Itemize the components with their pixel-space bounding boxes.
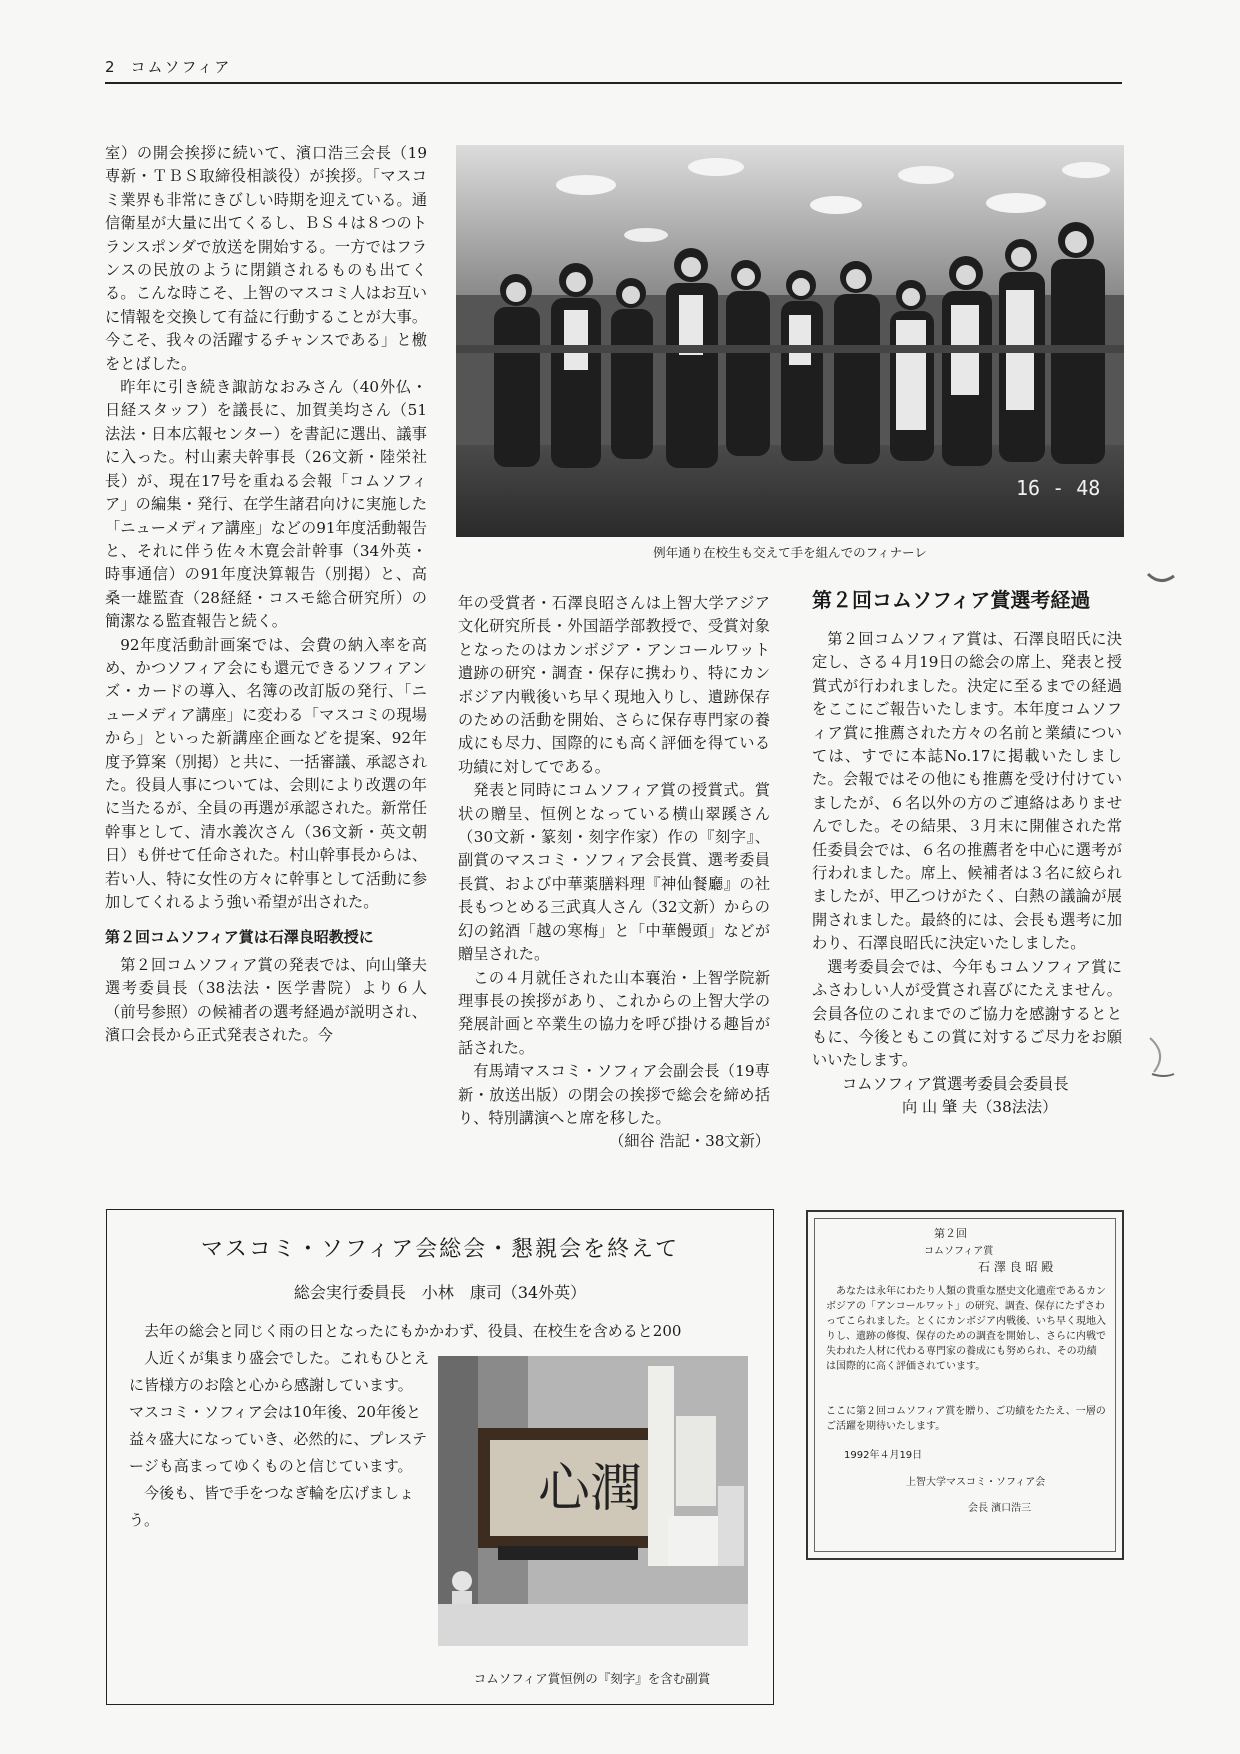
publication-name: コムソフィア	[130, 58, 232, 76]
paragraph: 第２回コムソフィア賞は、石澤良昭氏に決定し、さる４月19日の総会の席上、発表と授賞式が行われました。決定に至るまでの経過をここにご報告いたします。本年度コムソフィア賞に推薦された方々の名前と業績については、すでに本誌No.17に掲載いたしました。会報ではその他にも推薦を受け付けていましたが、６名以外の方のご連絡はありませんでした。その結果、３月末に開催された常任委員会では、６名の推薦者を中心に選考が行われました。席上、候補者は３名に絞られましたが、甲乙つけがたく、白熱の議論が展開されました。最終的には、会長も選考に加わり、石澤良昭氏に決定いたしました。	[812, 630, 1122, 953]
finale-photo-image	[456, 145, 1124, 537]
award-signature-role: コムソフィア賞選考委員会委員長	[842, 1074, 1069, 1093]
award-signature-name: 向 山 肇 夫（38法法）	[902, 1098, 1058, 1117]
section-subheading: 第２回コムソフィア賞は石澤良昭教授に	[105, 928, 374, 947]
certificate-date: 1992年４月19日	[844, 1450, 923, 1461]
article-signature: （細谷 浩記・38文新）	[609, 1132, 770, 1151]
photo-date-stamp: 16 - 48	[1016, 476, 1101, 500]
report-author: 総会実行委員長 小林 康司（34外英）	[293, 1283, 587, 1302]
page-number: 2	[105, 58, 117, 76]
plaque-calligraphy: 心潤	[538, 1459, 643, 1519]
article-column-1	[105, 142, 427, 1047]
paragraph: 92年度活動計画案では、会費の納入率を高め、かつソフィア会にも還元できるソフィアンズ・カードの導入、名簿の改訂版の発行、「ニューメディア講座」に変わる「マスコミの現場から」といった新講座企画などを提案、92年度予算案（別掲）と共に、一括審議、承認された。役員人事については、会則により改選の年に当たるが、全員の再選が承認された。新常任幹事として、清水義次さん（36文新・英文朝日）も併せて任命された。村山幹事長からは、若い人、特に女性の方々に幹事として活動に参加してくれるよう強い希望が出された。	[105, 635, 427, 911]
finale-photo-caption: 例年通り在校生も交えて手を組んでのフィナーレ	[653, 545, 927, 560]
paragraph: 人近くが集まり盛会でした。これもひとえに皆様方のお陰と心から感謝しています。 マスコミ・ソフィア会は10年後、20年後と益々盛大になっていき、必然的に、プレステージも高まってゆくものと信じています。	[129, 1349, 430, 1475]
header-rule	[105, 82, 1122, 84]
general-meeting-report-box	[106, 1209, 774, 1705]
paragraph: 発表と同時にコムソフィア賞の授賞式。賞状の贈呈、恒例となっている横山翠蹊さん（30文新・篆刻・刻字作家）作の『刻字』、副賞のマスコミ・ソフィア会長賞、選考委員長賞、および中華薬膳料理『神仙餐廳』の社長もつとめる三武真人さん（32文新）からの幻の銘酒「越の寒梅」と「中華饅頭」などが贈呈された。	[458, 781, 770, 964]
paragraph: この４月就任された山本襄治・上智学院新理事長の挨拶があり、これからの上智大学の発展計画と卒業生の協力を呼び掛ける趣旨が話された。	[458, 968, 770, 1057]
paragraph: 昨年に引き続き諏訪なおみさん（40外仏・日経スタッフ）を議長に、加賀美均さん（51法法・日本広報センター）を書記に選出、議事に入った。村山素夫幹事長（26文新・陸栄社長）が、現在17号を重ねる会報「コムソフィア」の編集・発行、在学生諸君向けに実施した「ニューメディア講座」などの91年度活動報告と、それに伴う佐々木寛会計幹事（34外英・時事通信）の91年度決算報告（別掲）と、高桑一雄監査（28経経・コスモ総合研究所）の簡潔なる監査報告と続く。	[105, 378, 427, 631]
page-header	[105, 56, 245, 77]
binder-hole-mark	[1146, 570, 1176, 590]
paragraph: 今後も、皆で手をつなぎ輪を広げましょう。	[129, 1484, 415, 1529]
paragraph: 第２回コムソフィア賞の発表では、向山肇夫選考委員長（38法法・医学書院）より６人（前号参照）の候補者の選考経過が説明され、濱口会長から正式発表された。今	[105, 955, 427, 1045]
certificate-president: 会長 濱口浩三	[968, 1503, 1032, 1514]
award-gifts-photo	[438, 1356, 748, 1646]
award-article-body	[812, 628, 1122, 1120]
paragraph: 年の受賞者・石澤良昭さんは上智大学アジア文化研究所長・外国語学部教授で、受賞対象となったのはカンボジア・アンコールワット遺跡の研究・調査・保存に携わり、特にカンボジア内戦後いち早く現地入りし、遺跡保存のための活動を開始、さらに保存専門家の養成にも尽力、国際的にも高く評価を得ている功績に対してである。	[458, 594, 770, 776]
certificate-recipient: 石 澤 良 昭 殿	[978, 1260, 1054, 1274]
certificate-body: あなたは永年にわたり人類の貴重な歴史文化遺産であるカンボジアの「アンコールワット」の研究、調査、保存にたずさわってこられました。とくにカンボジア内戦後、いち早く現地入りし、遺跡の修復、保存のための調査を開始し、さらに内戦で失われた人材に代わる専門家の養成にも努められ、その功績は国際的に高く評価されています。	[826, 1286, 1106, 1372]
finale-photo	[456, 145, 1124, 537]
certificate-organization: 上智大学マスコミ・ソフィア会	[906, 1477, 1046, 1488]
award-gifts-caption: コムソフィア賞恒例の『刻字』を含む副賞	[473, 1671, 711, 1686]
certificate-inner-border	[814, 1218, 1116, 1552]
certificate-closing: ここに第２回コムソフィア賞を贈り、ご功績をたたえ、一層のご活躍を期待いたします。	[826, 1406, 1106, 1432]
paragraph: 有馬靖マスコミ・ソフィア会副会長（19専新・放送出版）の閉会の挨拶で総会を締め括り、特別講演へと席を移した。	[458, 1062, 770, 1127]
paragraph: 選考委員会では、今年もコムソフィア賞にふさわしい人が受賞され喜びにたえません。会員各位のこれまでのご協力を感謝するとともに、今後ともこの賞に対するご尽力をお願いいたします。	[812, 957, 1122, 1070]
paragraph: 去年の総会と同じく雨の日となったにもかかわず、役員、在校生を含めると200	[144, 1322, 682, 1340]
article-column-2	[458, 592, 770, 1154]
certificate-award-name: コムソフィア賞	[924, 1246, 994, 1257]
report-title: マスコミ・ソフィア会総会・懇親会を終えて	[200, 1237, 680, 1262]
award-gifts-image	[438, 1356, 748, 1646]
award-certificate	[806, 1210, 1124, 1560]
award-article-title: 第２回コムソフィア賞選考経過	[812, 588, 1091, 612]
paragraph: 室）の開会挨拶に続いて、濱口浩三会長（19専新・ＴＢＳ取締役相談役）が挨拶。「マスコミ業界も非常にきびしい時期を迎えている。通信衛星が大量に出てくるし、ＢＳ４は８つのトランスポンダで放送を開始する。一方ではフランスの民放のように閉鎖されるものも出てくる。こんな時こそ、上智のマスコミ人はお互いに情報を交換して有益に行動することが大事。今こそ、我々の活躍するチャンスである」と檄をとばした。	[105, 144, 427, 373]
binder-hole-mark	[1146, 1034, 1176, 1078]
certificate-heading: 第２回	[934, 1227, 967, 1240]
